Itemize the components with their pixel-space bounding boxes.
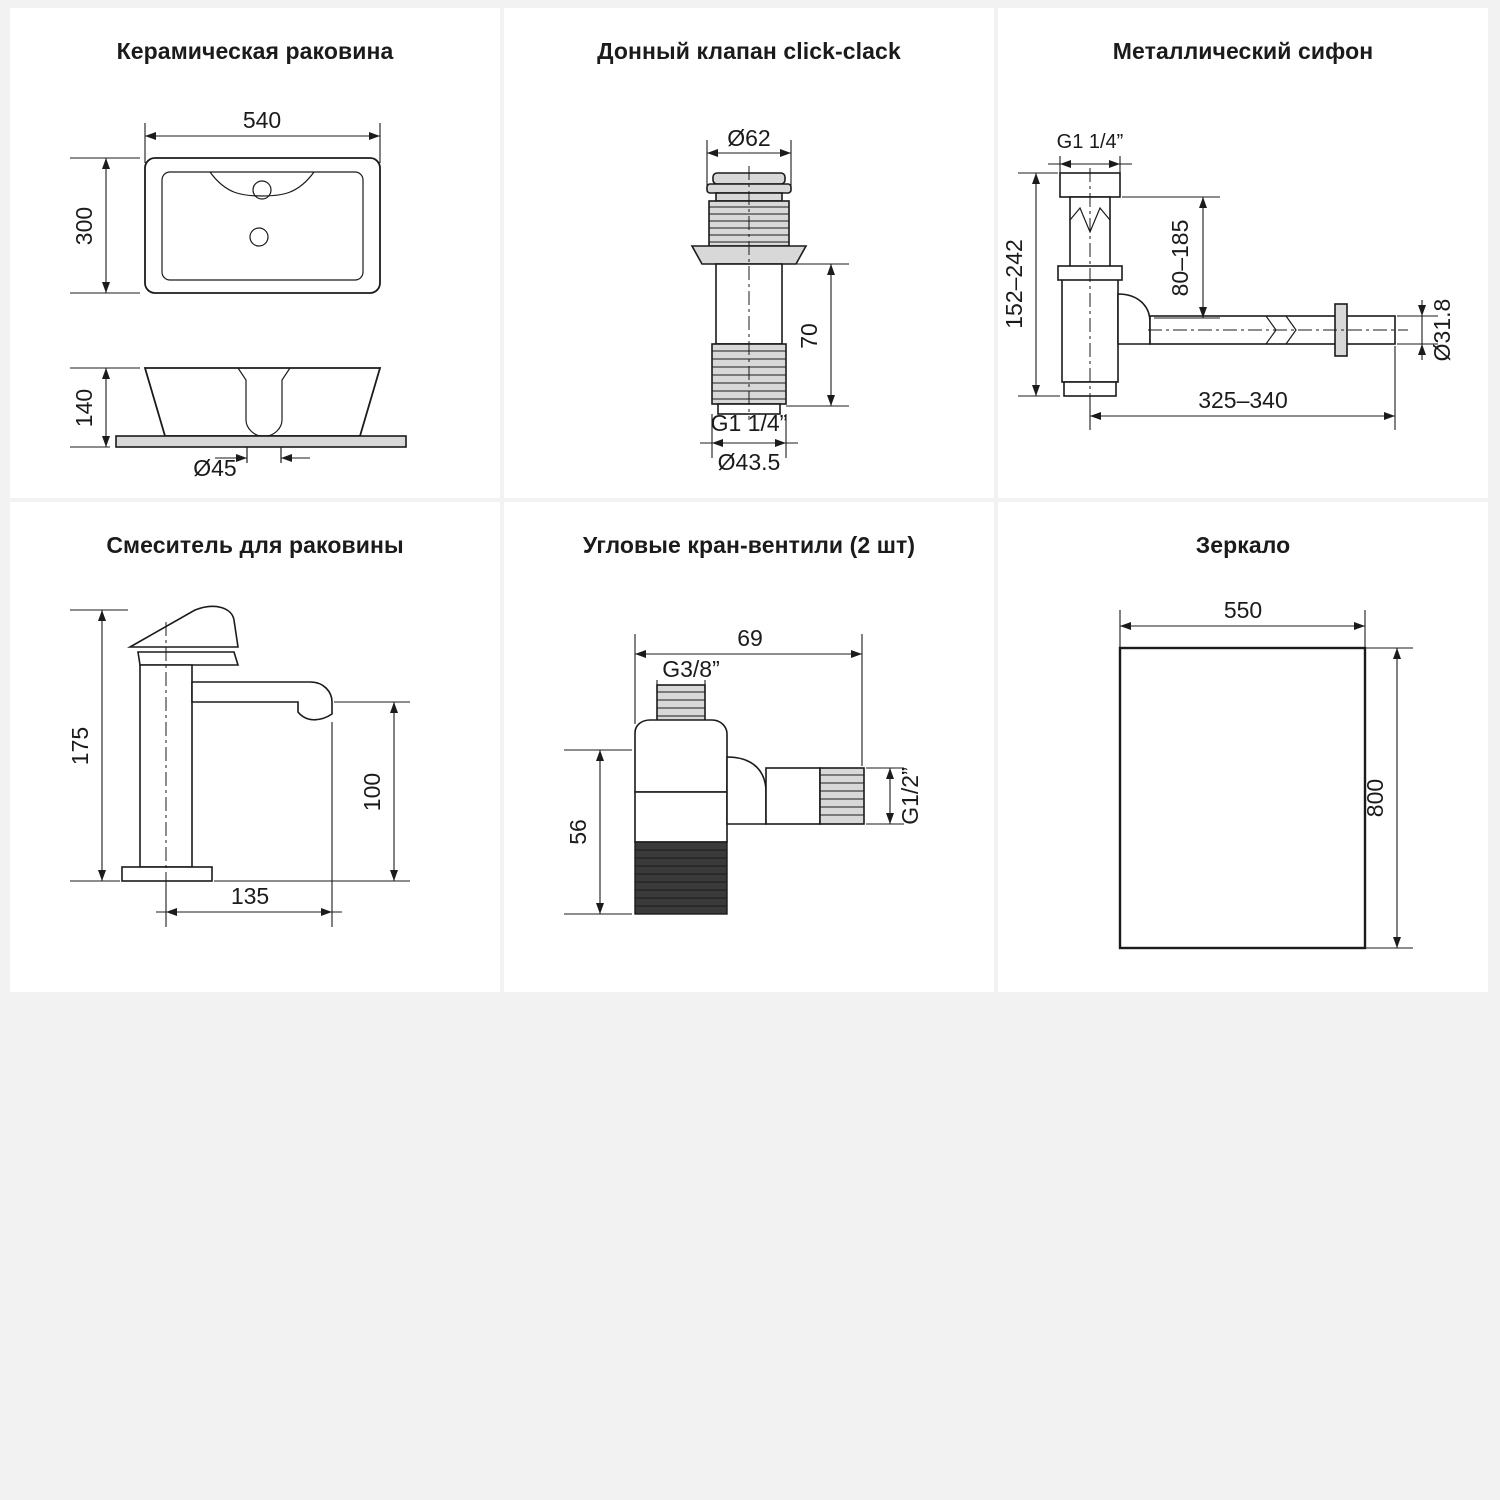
dim-valve-thread: G1 1/4”: [710, 410, 788, 436]
drawing-angle-valves: [504, 562, 994, 982]
dim-valve-d435: Ø43.5: [717, 449, 781, 475]
dim-mirror-550: 550: [1223, 597, 1263, 623]
dim-valve-69: 69: [737, 625, 763, 651]
dim-mixer-135: 135: [230, 883, 270, 909]
card-title-metal-siphon: Металлический сифон: [1112, 38, 1374, 64]
dim-valve-d62: Ø62: [727, 125, 771, 151]
card-basin-mixer: [10, 502, 500, 992]
dim-sink-540: 540: [242, 107, 282, 133]
card-title-click-clack: Донный клапан click-clack: [597, 38, 901, 64]
dim-sink-140: 140: [71, 388, 97, 428]
card-title-angle-valves: Угловые кран-вентили (2 шт): [582, 532, 916, 558]
drawing-basin-mixer: [10, 562, 500, 982]
card-mirror: [998, 502, 1488, 992]
dim-siphon-325-340: 325–340: [1198, 387, 1288, 413]
dim-valve-g12: G1/2”: [897, 767, 923, 825]
dim-siphon-d318: Ø31.8: [1429, 298, 1455, 362]
card-click-clack-valve: [504, 8, 994, 498]
dim-sink-300: 300: [71, 206, 97, 246]
dim-valve-70: 70: [796, 323, 822, 349]
dim-siphon-thread: G1 1/4”: [1056, 131, 1124, 153]
card-metal-siphon: [998, 8, 1488, 498]
card-title-ceramic-sink: Керамическая раковина: [116, 38, 394, 64]
card-angle-valves: [504, 502, 994, 992]
drawing-ceramic-sink: [10, 68, 500, 488]
drawing-metal-siphon: [998, 68, 1488, 488]
dim-mixer-175: 175: [67, 726, 93, 766]
drawing-mirror: [998, 562, 1488, 982]
drawing-click-clack-valve: [504, 68, 994, 488]
dim-mirror-800: 800: [1362, 778, 1388, 818]
dim-siphon-80-185: 80–185: [1167, 219, 1193, 297]
dim-valve-56: 56: [565, 819, 591, 845]
dim-siphon-152-242: 152–242: [1001, 239, 1027, 329]
dim-mixer-100: 100: [359, 772, 385, 812]
card-ceramic-sink: [10, 8, 500, 498]
card-grid: [10, 8, 1490, 992]
dim-valve-g38: G3/8”: [662, 656, 720, 682]
dim-sink-d45: Ø45: [193, 455, 237, 481]
card-title-mirror: Зеркало: [1195, 532, 1291, 558]
card-title-basin-mixer: Смеситель для раковины: [106, 532, 404, 558]
